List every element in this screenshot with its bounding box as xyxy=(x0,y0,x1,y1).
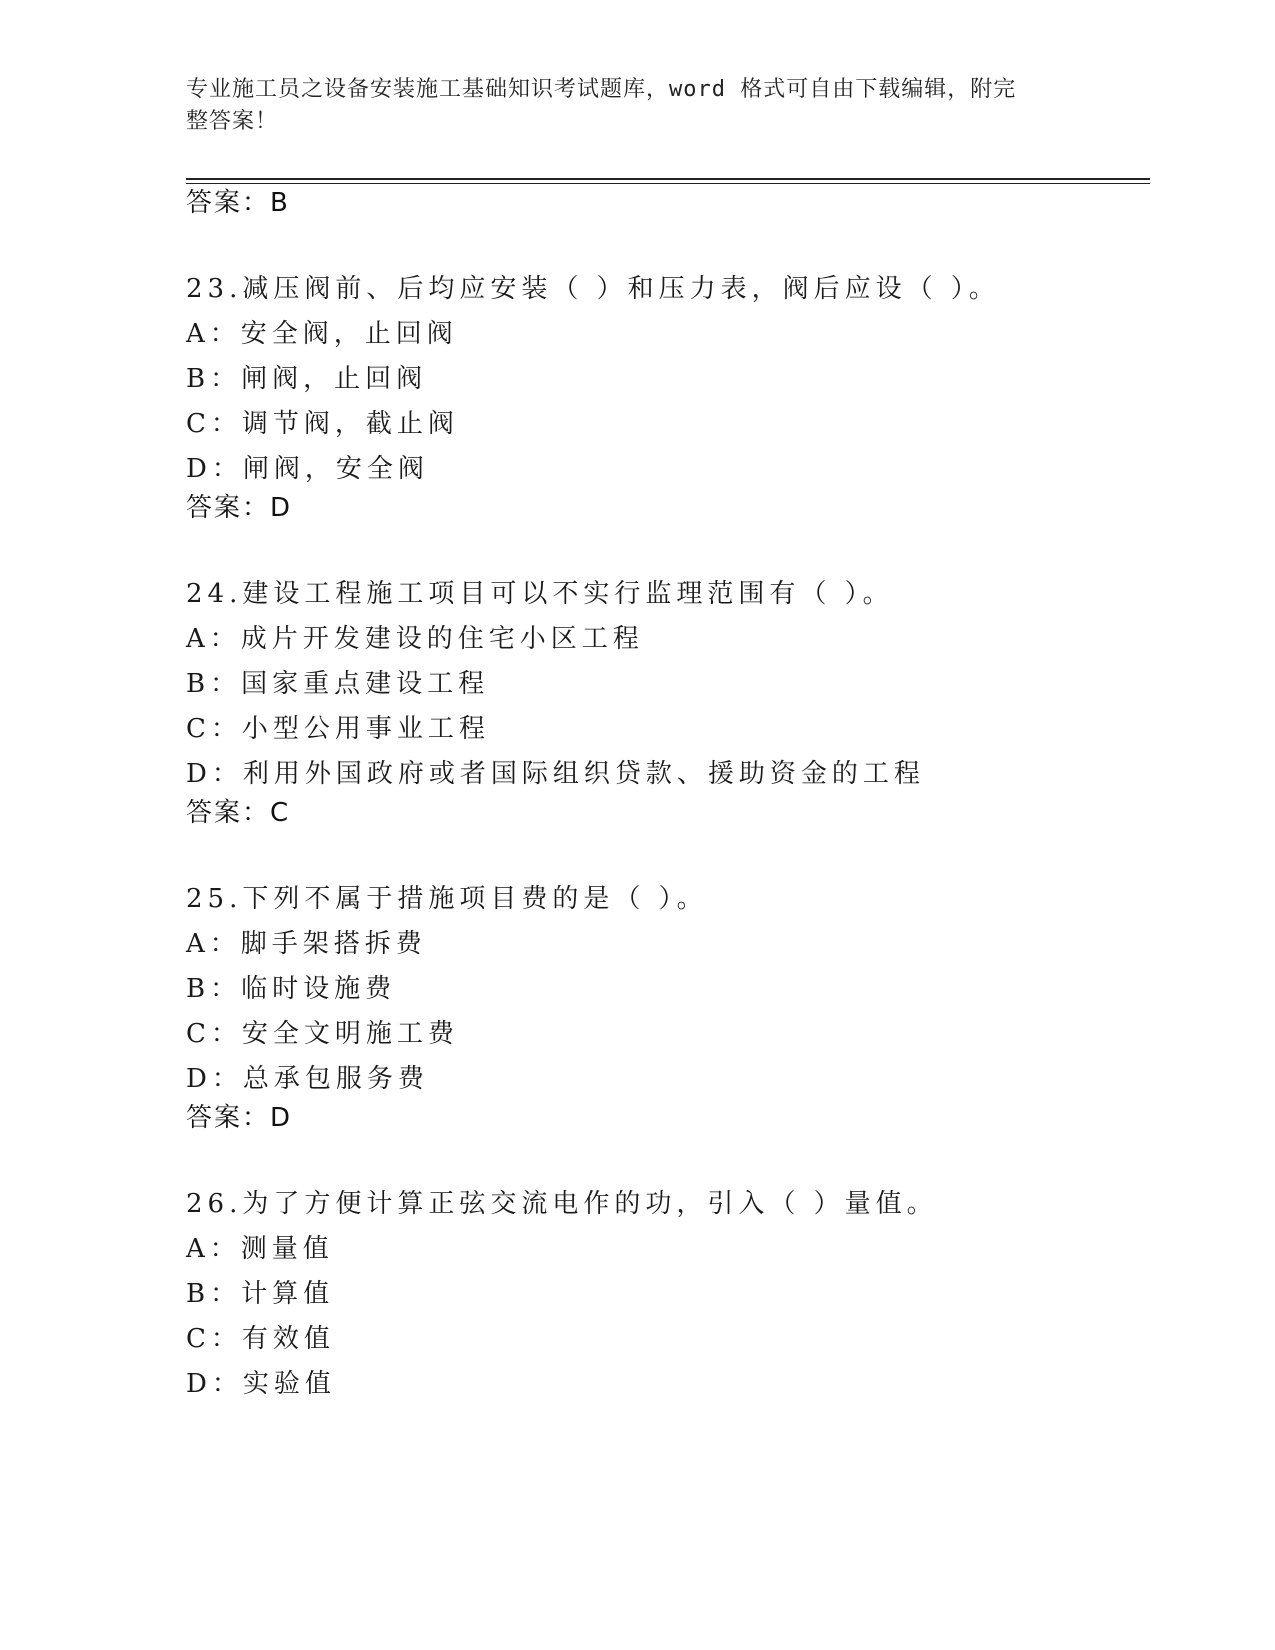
question-23 xyxy=(186,272,1146,486)
document-header xyxy=(186,74,1066,138)
option-c: C：调节阀，截止阀 xyxy=(186,409,459,439)
answer-23 xyxy=(186,491,292,525)
header-divider xyxy=(186,178,1150,180)
question-stem: 23.减压阀前、后均应安装（ ）和压力表，阀后应设（ ）。 xyxy=(186,274,1000,304)
answer-value: B xyxy=(270,188,290,218)
answer-label: 答案： xyxy=(186,1103,271,1133)
question-24 xyxy=(186,577,1146,791)
option-d: D：总承包服务费 xyxy=(186,1064,429,1094)
question-26 xyxy=(186,1187,1146,1401)
answer-value: C xyxy=(270,798,291,828)
answer-value: D xyxy=(270,1103,293,1133)
option-c: C：有效值 xyxy=(186,1324,335,1354)
answer-label: 答案： xyxy=(186,493,271,523)
option-d: D：实验值 xyxy=(186,1369,336,1399)
option-c: C：小型公用事业工程 xyxy=(186,714,490,744)
question-stem: 25.下列不属于措施项目费的是（ ）。 xyxy=(186,884,708,914)
answer-prev xyxy=(186,186,290,220)
option-d: D：利用外国政府或者国际组织贷款、援助资金的工程 xyxy=(186,759,925,789)
option-a: A：安全阀，止回阀 xyxy=(186,319,458,349)
header-line-2: 整答案！ xyxy=(186,109,279,134)
option-b: B：闸阀，止回阀 xyxy=(186,364,428,394)
option-b: B：国家重点建设工程 xyxy=(186,669,490,699)
option-a: A：测量值 xyxy=(186,1234,334,1264)
header-line-1: 专业施工员之设备安装施工基础知识考试题库，word 格式可自由下载编辑，附完 xyxy=(186,77,1017,102)
answer-24 xyxy=(186,796,290,830)
option-a: A：脚手架搭拆费 xyxy=(186,929,427,959)
answer-label: 答案： xyxy=(186,798,271,828)
header-divider-thin xyxy=(186,183,1150,184)
answer-25 xyxy=(186,1101,292,1135)
question-stem: 26.为了方便计算正弦交流电作的功，引入（ ）量值。 xyxy=(186,1189,938,1219)
option-b: B：临时设施费 xyxy=(186,974,397,1004)
option-d: D：闸阀，安全阀 xyxy=(186,454,429,484)
question-stem: 24.建设工程施工项目可以不实行监理范围有（ ）。 xyxy=(186,579,894,609)
answer-label: 答案： xyxy=(186,188,271,218)
option-b: B：计算值 xyxy=(186,1279,335,1309)
option-c: C：安全文明施工费 xyxy=(186,1019,459,1049)
answer-value: D xyxy=(270,493,293,523)
question-25 xyxy=(186,882,1146,1096)
option-a: A：成片开发建设的住宅小区工程 xyxy=(186,624,644,654)
